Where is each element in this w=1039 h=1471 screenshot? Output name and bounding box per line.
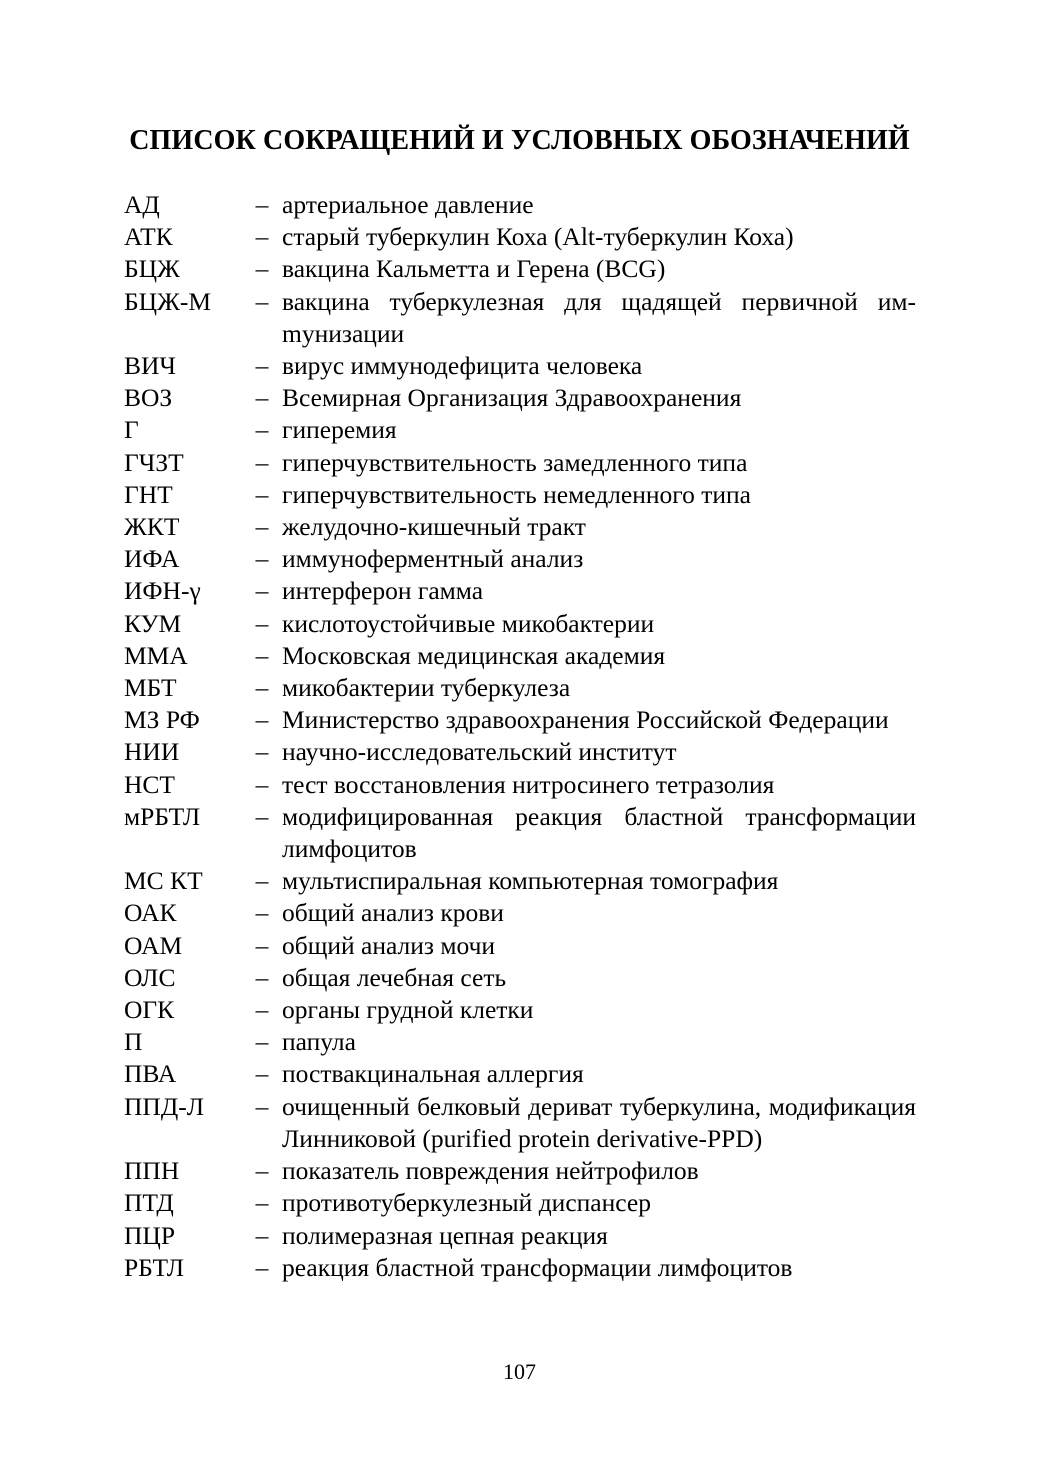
abbreviation-dash: – xyxy=(255,351,269,381)
abbreviation-definition: очищенный белковый дериват туберкулина, модификация Линниковой (purified protein derivative-​PPD) xyxy=(282,1091,916,1153)
abbreviation-definition: общий анализ крови xyxy=(282,898,504,928)
abbreviation-row xyxy=(124,1155,916,1187)
abbreviation-dash: – xyxy=(255,1156,269,1186)
abbreviation-term: АТК xyxy=(124,222,173,252)
abbreviation-dash: – xyxy=(255,1027,269,1057)
abbreviation-term: ГЧЗТ xyxy=(124,447,184,477)
abbreviation-definition: гиперемия xyxy=(282,415,397,445)
abbreviation-term: ОГК xyxy=(124,995,175,1025)
abbreviation-term: МЗ РФ xyxy=(124,705,200,735)
abbreviation-term: П xyxy=(124,1027,143,1057)
abbreviation-dash: – xyxy=(255,866,269,896)
abbreviation-term: ИФА xyxy=(124,544,180,574)
abbreviation-row xyxy=(124,511,916,543)
abbreviation-dash: – xyxy=(255,673,269,703)
abbreviation-row xyxy=(124,801,916,865)
abbreviation-row xyxy=(124,253,916,285)
abbreviation-definition: папула xyxy=(282,1027,356,1057)
abbreviation-row xyxy=(124,1058,916,1090)
abbreviation-definition: вакцина туберкулезная для щадящей первичной имmунизации xyxy=(282,286,916,348)
abbreviation-term: ОЛС xyxy=(124,962,176,992)
abbreviation-dash: – xyxy=(255,898,269,928)
abbreviation-definition: общая лечебная сеть xyxy=(282,962,507,992)
abbreviation-definition: старый туберкулин Коха (Alt-туберкулин Коха) xyxy=(282,222,794,252)
abbreviation-row xyxy=(124,994,916,1026)
abbreviation-definition: Министерство здравоохранения Российской Федерации xyxy=(282,705,889,735)
abbreviation-definition: интерферон гамма xyxy=(282,576,484,606)
abbreviation-term: ПТД xyxy=(124,1188,174,1218)
page-title: СПИСОК СОКРАЩЕНИЙ И УСЛОВНЫХ ОБОЗНАЧЕНИЙ xyxy=(129,125,910,156)
abbreviation-term: ММА xyxy=(124,640,188,670)
abbreviation-definition: кислотоустойчивые микобактерии xyxy=(282,608,655,638)
abbreviation-dash: – xyxy=(255,479,269,509)
abbreviation-definition: полимеразная цепная реакция xyxy=(282,1220,608,1250)
abbreviation-term: НСТ xyxy=(124,769,175,799)
abbreviation-definition: гиперчувствительность немедленного типа xyxy=(282,479,751,509)
abbreviation-definition: органы грудной клетки xyxy=(282,995,534,1025)
abbreviation-list xyxy=(124,189,916,1284)
abbreviation-dash: – xyxy=(255,995,269,1025)
abbreviation-dash: – xyxy=(255,737,269,767)
abbreviation-dash: – xyxy=(255,576,269,606)
abbreviation-dash: – xyxy=(255,222,269,252)
abbreviation-dash: – xyxy=(255,801,269,831)
abbreviation-dash: – xyxy=(255,608,269,638)
abbreviation-dash: – xyxy=(255,769,269,799)
abbreviation-definition: желудочно-кишечный тракт xyxy=(282,512,586,542)
abbreviation-term: ОАМ xyxy=(124,930,183,960)
abbreviation-dash: – xyxy=(255,962,269,992)
abbreviation-definition: показатель повреждения нейтрофилов xyxy=(282,1156,699,1186)
abbreviation-row xyxy=(124,447,916,479)
abbreviation-dash: – xyxy=(255,1091,269,1121)
abbreviation-term: НИИ xyxy=(124,737,180,767)
abbreviation-definition: микобактерии туберкулеза xyxy=(282,673,571,703)
abbreviation-row xyxy=(124,1187,916,1219)
abbreviation-dash: – xyxy=(255,415,269,445)
abbreviation-dash: – xyxy=(255,1252,269,1282)
abbreviation-term: ВОЗ xyxy=(124,383,173,413)
abbreviation-term: МС КТ xyxy=(124,866,203,896)
abbreviation-dash: – xyxy=(255,1188,269,1218)
abbreviation-dash: – xyxy=(255,544,269,574)
abbreviation-dash: – xyxy=(255,930,269,960)
abbreviation-dash: – xyxy=(255,512,269,542)
abbreviation-term: ОАК xyxy=(124,898,177,928)
abbreviation-definition: научно-исследовательский институт xyxy=(282,737,677,767)
abbreviation-row xyxy=(124,414,916,446)
abbreviation-term: ПВА xyxy=(124,1059,177,1089)
abbreviation-term: Г xyxy=(124,415,139,445)
abbreviation-dash: – xyxy=(255,447,269,477)
abbreviation-term: АД xyxy=(124,190,160,219)
abbreviation-row xyxy=(124,286,916,350)
abbreviation-dash: – xyxy=(255,286,269,316)
abbreviation-row xyxy=(124,865,916,897)
abbreviation-row xyxy=(124,221,916,253)
abbreviation-row xyxy=(124,575,916,607)
abbreviation-row xyxy=(124,769,916,801)
abbreviation-row xyxy=(124,382,916,414)
abbreviation-definition: тест восстановления нитросинего тетразолия xyxy=(282,769,775,799)
abbreviation-definition: вакцина Кальметта и Герена (BCG) xyxy=(282,254,666,284)
abbreviation-definition: общий анализ мочи xyxy=(282,930,496,960)
abbreviation-term: ВИЧ xyxy=(124,351,176,381)
abbreviation-row xyxy=(124,1091,916,1155)
abbreviation-row xyxy=(124,736,916,768)
abbreviation-dash: – xyxy=(255,383,269,413)
abbreviation-term: ППД-Л xyxy=(124,1091,205,1121)
abbreviation-dash: – xyxy=(255,705,269,735)
abbreviation-definition: Московская медицинская академия xyxy=(282,640,666,670)
abbreviation-term: МБТ xyxy=(124,673,177,703)
abbreviation-definition: иммуноферментный анализ xyxy=(282,544,584,574)
abbreviation-term: ГНТ xyxy=(124,479,173,509)
abbreviation-definition: противотуберкулезный диспансер xyxy=(282,1188,651,1218)
abbreviation-row xyxy=(124,350,916,382)
abbreviation-row xyxy=(124,1026,916,1058)
abbreviation-dash: – xyxy=(255,254,269,284)
page-number: 107 xyxy=(503,1359,536,1384)
abbreviation-term: ППН xyxy=(124,1156,180,1186)
abbreviation-term: БЦЖ-М xyxy=(124,286,212,316)
abbreviation-definition: модифицированная реакция бластной трансформации лимфоцитов xyxy=(282,801,916,864)
abbreviation-definition: мультиспиральная компьютерная томография xyxy=(282,866,779,896)
abbreviation-dash: – xyxy=(255,1059,269,1089)
abbreviation-term: ИФН-γ xyxy=(124,576,201,606)
abbreviation-definition: вирус иммунодефицита человека xyxy=(282,351,643,381)
abbreviation-row xyxy=(124,962,916,994)
abbreviation-dash: – xyxy=(255,1220,269,1250)
abbreviation-term: ПЦР xyxy=(124,1220,176,1250)
abbreviation-row xyxy=(124,704,916,736)
abbreviation-term: ЖКТ xyxy=(124,512,180,542)
abbreviation-term: РБТЛ xyxy=(124,1252,185,1282)
abbreviation-row xyxy=(124,930,916,962)
abbreviation-row xyxy=(124,479,916,511)
abbreviation-row xyxy=(124,897,916,929)
abbreviation-dash: – xyxy=(255,640,269,670)
abbreviation-row xyxy=(124,189,916,221)
abbreviation-dash: – xyxy=(255,190,269,219)
abbreviation-row xyxy=(124,1252,916,1284)
abbreviation-term: БЦЖ xyxy=(124,254,180,284)
abbreviation-row xyxy=(124,640,916,672)
abbreviation-row xyxy=(124,608,916,640)
abbreviation-term: мРБТЛ xyxy=(124,801,201,831)
abbreviation-definition: гиперчувствительность замедленного типа xyxy=(282,447,748,477)
abbreviation-row xyxy=(124,1220,916,1252)
abbreviation-definition: Всемирная Организация Здравоохранения xyxy=(282,383,742,413)
abbreviation-row xyxy=(124,672,916,704)
abbreviation-definition: поствакцинальная аллергия xyxy=(282,1059,584,1089)
abbreviation-term: КУМ xyxy=(124,608,182,638)
abbreviation-definition: реакция бластной трансформации лимфоцитов xyxy=(282,1252,793,1282)
abbreviation-definition: артериальное давление xyxy=(282,190,534,219)
abbreviation-row xyxy=(124,543,916,575)
